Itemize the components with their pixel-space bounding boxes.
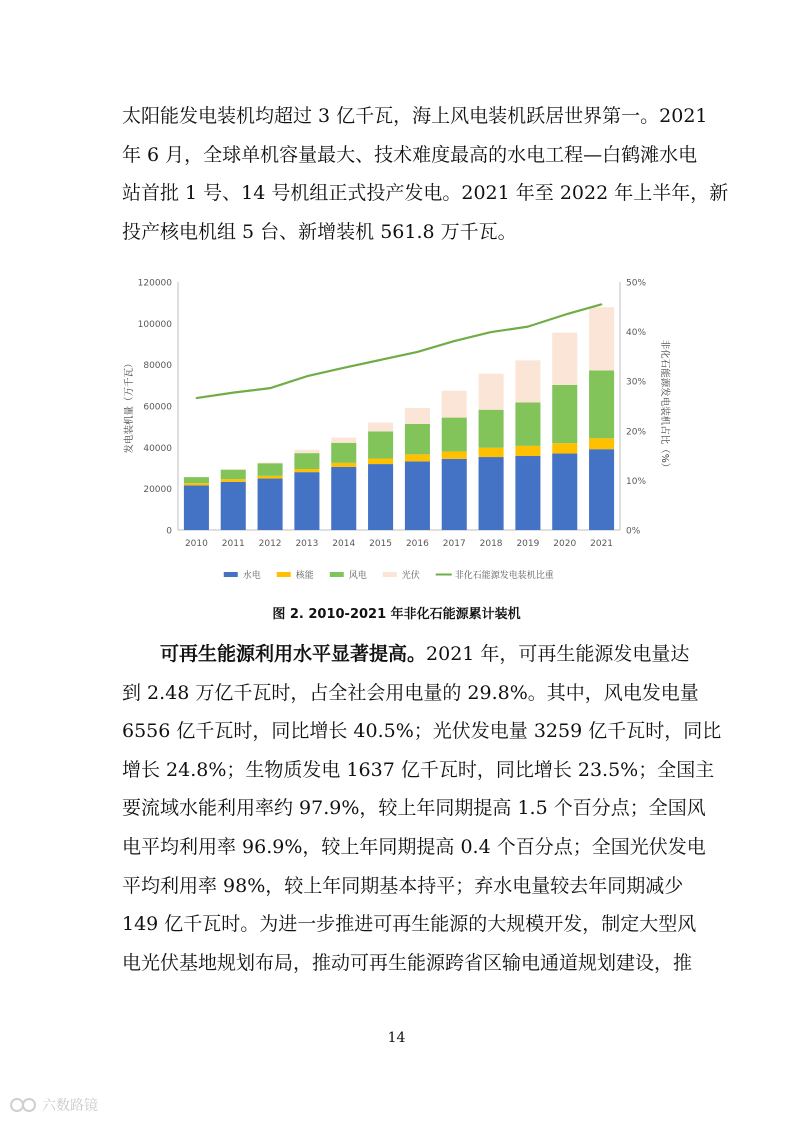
paragraph-line: 增长 24.8%；生物质发电 1637 亿千瓦时，同比增长 23.5%；全国主: [122, 758, 715, 781]
legend-label: 水电: [242, 571, 261, 581]
installed-capacity-chart: [122, 268, 682, 598]
bar-segment: [405, 408, 430, 424]
y-tick-label: 20000: [143, 485, 172, 496]
bar-segment: [331, 463, 356, 467]
bar-segment: [368, 458, 393, 464]
bar-segment: [552, 333, 577, 385]
paragraph-line: 太阳能发电装机均超过 3 亿千瓦，海上风电装机跃居世界第一。2021: [122, 105, 708, 127]
paragraph-line: 平均利用率 98%，较上年同期基本持平；弃水电量较去年同期减少: [122, 874, 684, 897]
bar-segment: [552, 454, 577, 530]
line-point: [269, 387, 271, 389]
line-point: [380, 359, 382, 361]
bar-segment: [258, 463, 283, 476]
y2-tick-label: 40%: [626, 328, 647, 339]
bar-segment: [405, 461, 430, 530]
paragraph-line: 电光伏基地规划布局，推动可再生能源跨省区输电通道规划建设，推: [122, 951, 693, 974]
y2-tick-label: 10%: [626, 476, 647, 487]
x-tick-label: 2015: [369, 539, 393, 549]
bar-segment: [479, 374, 504, 410]
x-tick-label: 2019: [516, 539, 540, 549]
line-point: [601, 304, 603, 306]
figure-caption: 图 2. 2010-2021 年非化石能源累计装机: [272, 607, 521, 622]
bar-segment: [331, 467, 356, 530]
x-tick-label: 2016: [405, 539, 429, 549]
paragraph-line: [122, 635, 690, 674]
x-tick-label: 2017: [442, 539, 466, 549]
bar-segment: [552, 385, 577, 443]
legend-swatch: [224, 572, 238, 577]
legend-label: 核能: [295, 571, 314, 581]
paragraph-text: 2021 年，可再生能源发电量达: [426, 643, 690, 665]
line-point: [527, 326, 529, 328]
bar-segment: [368, 423, 393, 432]
bar-segment: [515, 456, 540, 530]
line-point: [306, 375, 308, 377]
watermark-text: 六数路镜: [42, 1098, 98, 1114]
bar-segment: [221, 470, 246, 480]
line-point: [232, 392, 234, 394]
x-tick-label: 2013: [295, 539, 319, 549]
y2-tick-label: 0%: [626, 526, 641, 537]
bar-segment: [442, 418, 467, 452]
bar-segment: [331, 443, 356, 463]
x-tick-label: 2012: [258, 539, 282, 549]
x-tick-label: 2020: [553, 539, 577, 549]
x-tick-label: 2011: [221, 539, 245, 549]
bar-segment: [589, 438, 614, 449]
paragraph-1: [122, 97, 729, 251]
paragraph-line: 投产核电机组 5 台、新增装机 561.8 万千瓦。: [122, 220, 517, 243]
bar-segment: [515, 446, 540, 456]
line-point: [564, 314, 566, 316]
bar-segment: [258, 479, 283, 530]
bar-segment: [589, 370, 614, 438]
paragraph-line: 站首批 1 号、14 号机组正式投产发电。2021 年至 2022 年上半年，新: [122, 182, 729, 205]
bar-segment: [405, 424, 430, 454]
bar-segment: [294, 453, 319, 469]
bar-segment: [442, 451, 467, 458]
watermark-logo-icon: [10, 1097, 38, 1113]
x-tick-label: 2018: [479, 539, 503, 549]
y2-tick-label: 20%: [626, 427, 647, 438]
bar-segment: [479, 448, 504, 457]
line-point: [343, 367, 345, 369]
chart-svg: [122, 268, 682, 598]
bar-segment: [442, 459, 467, 530]
paragraph-2: [122, 635, 722, 982]
x-tick-label: 2021: [590, 539, 614, 549]
y2-tick-label: 50%: [626, 278, 647, 289]
watermark: [10, 1093, 98, 1117]
legend-label: 非化石能源发电装机比重: [454, 571, 554, 581]
page-number: 14: [387, 1030, 406, 1046]
paragraph-line: 电平均利用率 96.9%，较上年同期提高 0.4 个百分点；全国光伏发电: [122, 835, 706, 858]
paragraph-lead: 可再生能源利用水平显著提高。: [160, 643, 427, 665]
bar-segment: [589, 307, 614, 370]
legend-label: 风电: [348, 571, 367, 581]
line-series: [196, 304, 601, 398]
legend-swatch: [383, 572, 397, 577]
y-tick-label: 100000: [137, 319, 172, 330]
y-tick-label: 60000: [143, 402, 172, 413]
bar-segment: [294, 469, 319, 472]
bar-segment: [368, 431, 393, 458]
bar-segment: [442, 391, 467, 418]
y2-tick-label: 30%: [626, 377, 647, 388]
y-tick-label: 0: [166, 526, 172, 537]
bar-segment: [515, 360, 540, 402]
bar-segment: [405, 454, 430, 461]
paragraph-line: 要流域水能利用率约 97.9%，较上年同期提高 1.5 个百分点；全国风: [122, 797, 706, 820]
bar-segment: [479, 457, 504, 530]
legend-swatch: [330, 572, 344, 577]
bar-segment: [515, 402, 540, 445]
line-point: [453, 340, 455, 342]
bar-segment: [221, 482, 246, 530]
bar-segment: [294, 450, 319, 453]
bar-segment: [294, 472, 319, 530]
bar-segment: [589, 449, 614, 530]
bar-segment: [258, 463, 283, 464]
line-point: [417, 351, 419, 353]
paragraph-line: 149 亿千瓦时。为进一步推进可再生能源的大规模开发，制定大型风: [122, 913, 697, 936]
line-point: [490, 331, 492, 333]
bar-segment: [184, 477, 209, 483]
bar-segment: [184, 483, 209, 485]
bar-segment: [221, 479, 246, 482]
legend-swatch: [277, 572, 291, 577]
y-tick-label: 80000: [143, 361, 172, 372]
bar-segment: [552, 443, 577, 453]
x-tick-label: 2010: [184, 539, 208, 549]
paragraph-line: 到 2.48 万亿千瓦时，占全社会用电量的 29.8%。其中，风电发电量: [122, 681, 699, 704]
line-point: [196, 397, 198, 399]
bar-segment: [184, 485, 209, 530]
bar-segment: [331, 438, 356, 443]
bar-segment: [258, 476, 283, 479]
legend-label: 光伏: [401, 571, 420, 581]
paragraph-line: 年 6 月，全球单机容量最大、技术难度最高的水电工程—白鹤滩水电: [122, 143, 698, 166]
y2-axis-title: 非化石能源发电装机占比（%）: [659, 339, 670, 473]
y-tick-label: 40000: [143, 443, 172, 454]
y-axis-title: 发电装机量（万千瓦）: [124, 358, 135, 454]
bar-segment: [479, 410, 504, 448]
bar-segment: [368, 464, 393, 530]
x-tick-label: 2014: [332, 539, 356, 549]
y-tick-label: 120000: [137, 278, 172, 289]
paragraph-line: 6556 亿千瓦时，同比增长 40.5%；光伏发电量 3259 亿千瓦时，同比: [122, 720, 722, 743]
